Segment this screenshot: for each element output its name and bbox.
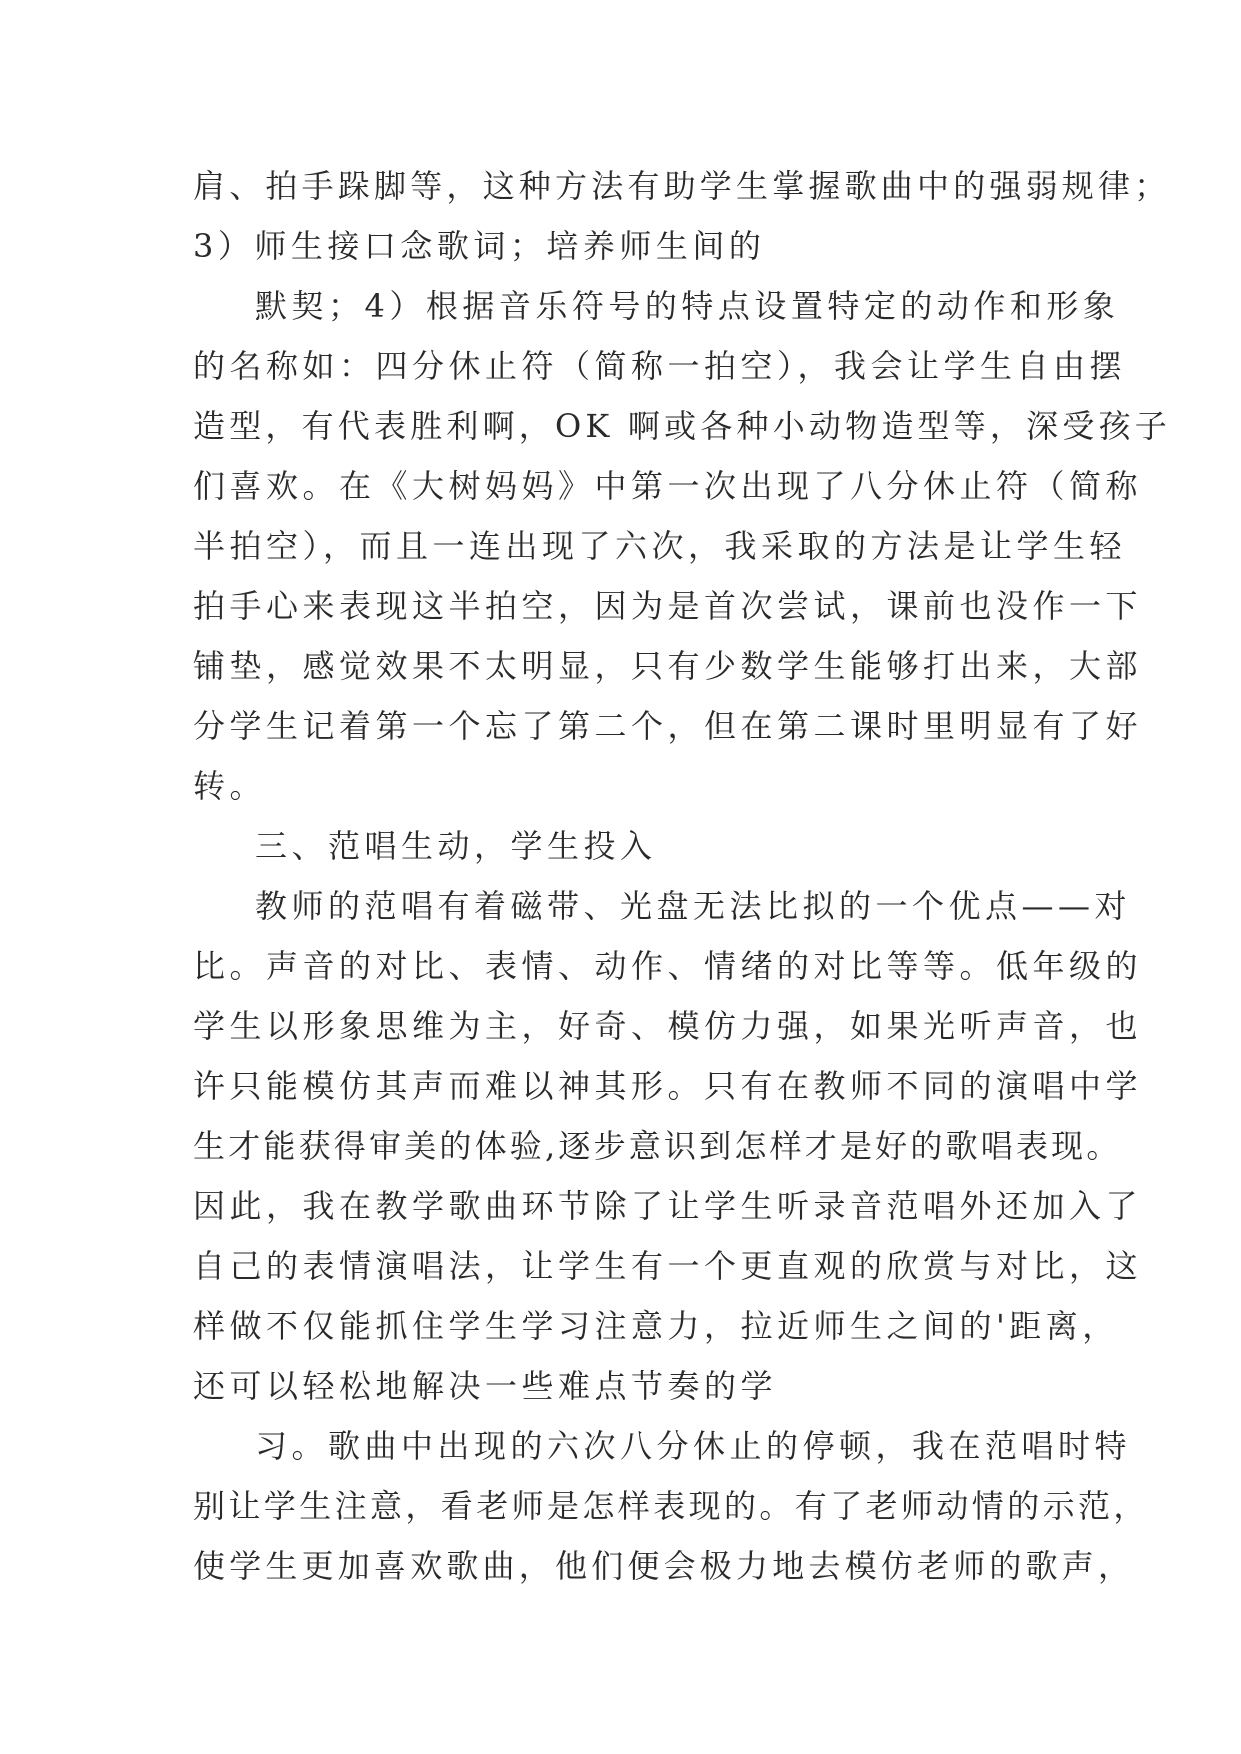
text-line: 造型，有代表胜利啊，OK 啊或各种小动物造型等，深受孩子 [193, 407, 1171, 445]
text-line: 教师的范唱有着磁带、光盘无法比拟的一个优点——对 [255, 887, 1132, 925]
text-line: 拍手心来表现这半拍空，因为是首次尝试，课前也没作一下 [193, 587, 1143, 625]
text-line: 样做不仅能抓住学生学习注意力，拉近师生之间的'距离， [193, 1307, 1119, 1345]
text-line: 学生以形象思维为主，好奇、模仿力强，如果光听声音，也 [193, 1007, 1143, 1045]
text-line: 还可以轻松地解决一些难点节奏的学 [193, 1367, 778, 1405]
text-line: 铺垫，感觉效果不太明显，只有少数学生能够打出来，大部 [193, 647, 1143, 685]
text-line: 因此，我在教学歌曲环节除了让学生听录音范唱外还加入了 [193, 1187, 1143, 1225]
text-line: 半拍空），而且一连出现了六次，我采取的方法是让学生轻 [193, 527, 1127, 565]
text-line: 默契；4）根据音乐符号的特点设置特定的动作和形象 [255, 287, 1120, 325]
text-line: 3）师生接口念歌词；培养师生间的 [193, 227, 766, 265]
text-line: 自己的表情演唱法，让学生有一个更直观的欣赏与对比，这 [193, 1247, 1143, 1285]
text-line: 肩、拍手跺脚等，这种方法有助学生掌握歌曲中的强弱规律； [193, 167, 1171, 205]
text-line: 们喜欢。在《大树妈妈》中第一次出现了八分休止符（简称 [193, 467, 1143, 505]
text-line: 生才能获得审美的体验,逐步意识到怎样才是好的歌唱表现。 [193, 1127, 1122, 1165]
text-line: 比。声音的对比、表情、动作、情绪的对比等等。低年级的 [193, 947, 1143, 985]
text-line: 分学生记着第一个忘了第二个，但在第二课时里明显有了好 [193, 707, 1143, 745]
text-line: 别让学生注意，看老师是怎样表现的。有了老师动情的示范， [193, 1487, 1149, 1525]
text-line: 许只能模仿其声而难以神其形。只有在教师不同的演唱中学 [193, 1067, 1143, 1105]
text-line: 转。 [193, 767, 267, 805]
text-line: 习。歌曲中出现的六次八分休止的停顿，我在范唱时特 [255, 1427, 1132, 1465]
section-heading: 三、范唱生动，学生投入 [255, 827, 657, 865]
text-line: 使学生更加喜欢歌曲，他们便会极力地去模仿老师的歌声， [193, 1547, 1135, 1585]
text-line: 的名称如：四分休止符（简称一拍空），我会让学生自由摆 [193, 347, 1127, 385]
